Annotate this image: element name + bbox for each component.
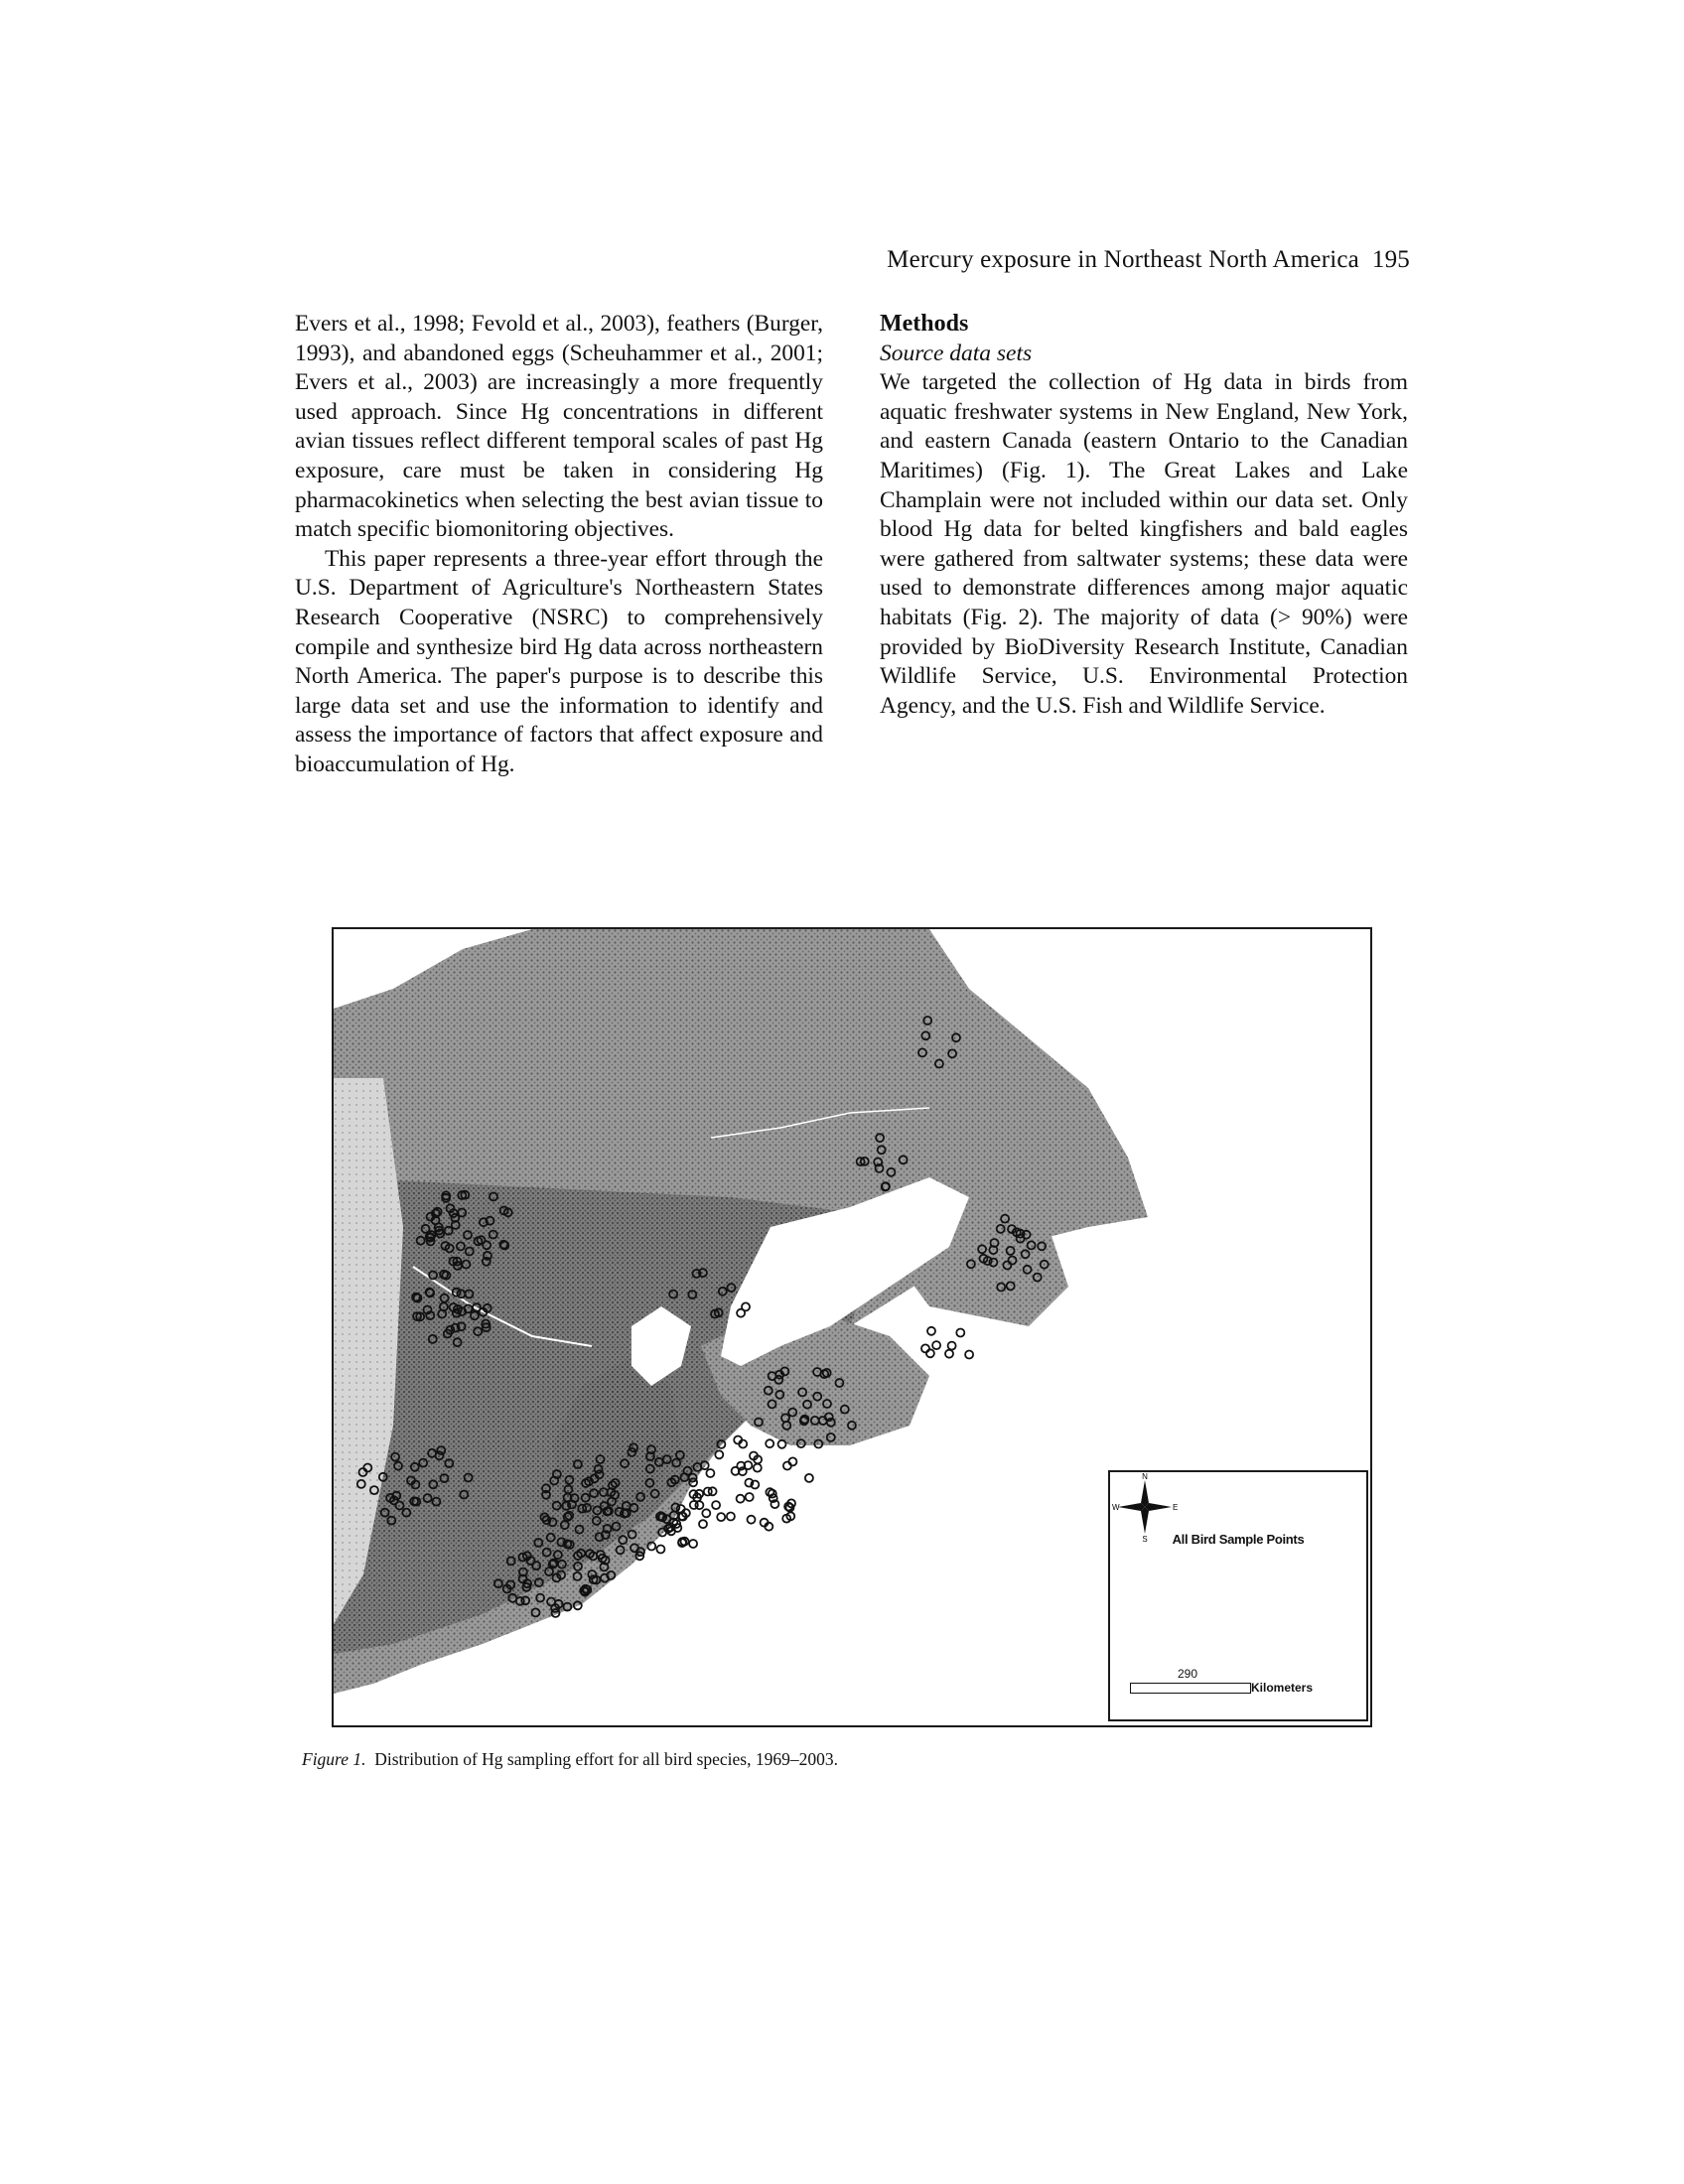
- scale-unit: Kilometers: [1251, 1681, 1314, 1695]
- sample-point: [927, 1327, 935, 1335]
- sample-point: [706, 1469, 714, 1477]
- sample-point: [754, 1464, 762, 1472]
- figure-map: [332, 927, 1372, 1727]
- right-column: [880, 310, 1408, 721]
- sample-point: [778, 1440, 786, 1448]
- figure-caption: [302, 1749, 838, 1770]
- sample-point: [945, 1350, 953, 1358]
- left-paragraph-2: This paper represents a three-year effort through the U.S. Department of Agriculture's Northeastern States Research Cooperative (NSRC) to comprehensively compile and synthesize bird Hg data across northeastern North America. The paper's purpose is to describe this large data set and use the information to identify and assess the importance of factors that affect exposure and bioaccumulation of Hg.: [295, 545, 823, 777]
- sample-point: [702, 1509, 710, 1517]
- caption-label: Figure 1.: [302, 1749, 366, 1769]
- sample-point: [727, 1513, 735, 1521]
- page-number: 195: [1371, 246, 1410, 273]
- sample-point: [948, 1342, 956, 1350]
- sample-point: [715, 1450, 723, 1458]
- sample-point: [699, 1520, 707, 1528]
- sample-point: [788, 1457, 796, 1465]
- sample-point: [926, 1349, 934, 1357]
- sample-point: [921, 1344, 929, 1352]
- left-column: [295, 310, 823, 780]
- sample-point: [656, 1546, 664, 1554]
- left-paragraph-1: Evers et al., 1998; Fevold et al., 2003), feathers (Burger, 1993), and abandoned eggs (Scheuhammer et al., 2001; Evers et al., 2003) are increasingly a more frequently used approach. Since Hg concentrations in different avian tissues reflect different temporal scales of past Hg exposure, care must be taken in considering Hg pharmacokinetics when selecting the best avian tissue to match specific biomonitoring objectives.: [295, 311, 823, 543]
- running-title: Mercury exposure in Northeast North America: [887, 246, 1359, 273]
- sample-point: [965, 1351, 973, 1359]
- scale-bar: [1130, 1683, 1251, 1694]
- sample-point: [956, 1329, 964, 1337]
- compass-rose-icon: [1110, 1472, 1180, 1542]
- sample-point: [717, 1513, 725, 1521]
- section-heading: Methods: [880, 311, 969, 337]
- compass-w: W: [1112, 1503, 1120, 1512]
- subheading: Source data sets: [880, 340, 1033, 366]
- scale-value: 290: [1178, 1667, 1198, 1681]
- legend-box: [1108, 1470, 1368, 1721]
- sample-point: [783, 1462, 791, 1470]
- compass-s: S: [1142, 1535, 1148, 1542]
- compass-e: E: [1173, 1503, 1179, 1512]
- running-header: [844, 246, 1410, 274]
- sample-point: [748, 1516, 756, 1524]
- sample-point: [689, 1540, 697, 1548]
- sample-point: [932, 1341, 940, 1349]
- caption-text: Distribution of Hg sampling effort for all bird species, 1969–2003.: [374, 1749, 838, 1769]
- sample-point: [712, 1501, 720, 1509]
- legend-title: All Bird Sample Points: [1172, 1532, 1305, 1547]
- right-paragraph-1: We targeted the collection of Hg data in birds from aquatic freshwater systems in New England, New York, and eastern Canada (eastern Ontario to the Canadian Maritimes) (Fig. 1). The Great Lakes and Lake Champlain were not included within our data set. Only blood Hg data for belted kingfishers and bald eagles were gathered from saltwater systems; these data were used to demonstrate differences among major aquatic habitats (Fig. 2). The majority of data (> 90%) were provided by BioDiversity Research Institute, Canadian Wildlife Service, U.S. Environmental Protection Agency, and the U.S. Fish and Wildlife Service.: [880, 369, 1408, 719]
- sample-point: [737, 1495, 745, 1503]
- sample-point: [746, 1493, 754, 1501]
- sample-point: [766, 1439, 773, 1447]
- compass-n: N: [1142, 1472, 1148, 1481]
- sample-point: [695, 1501, 703, 1509]
- sample-point: [805, 1474, 813, 1482]
